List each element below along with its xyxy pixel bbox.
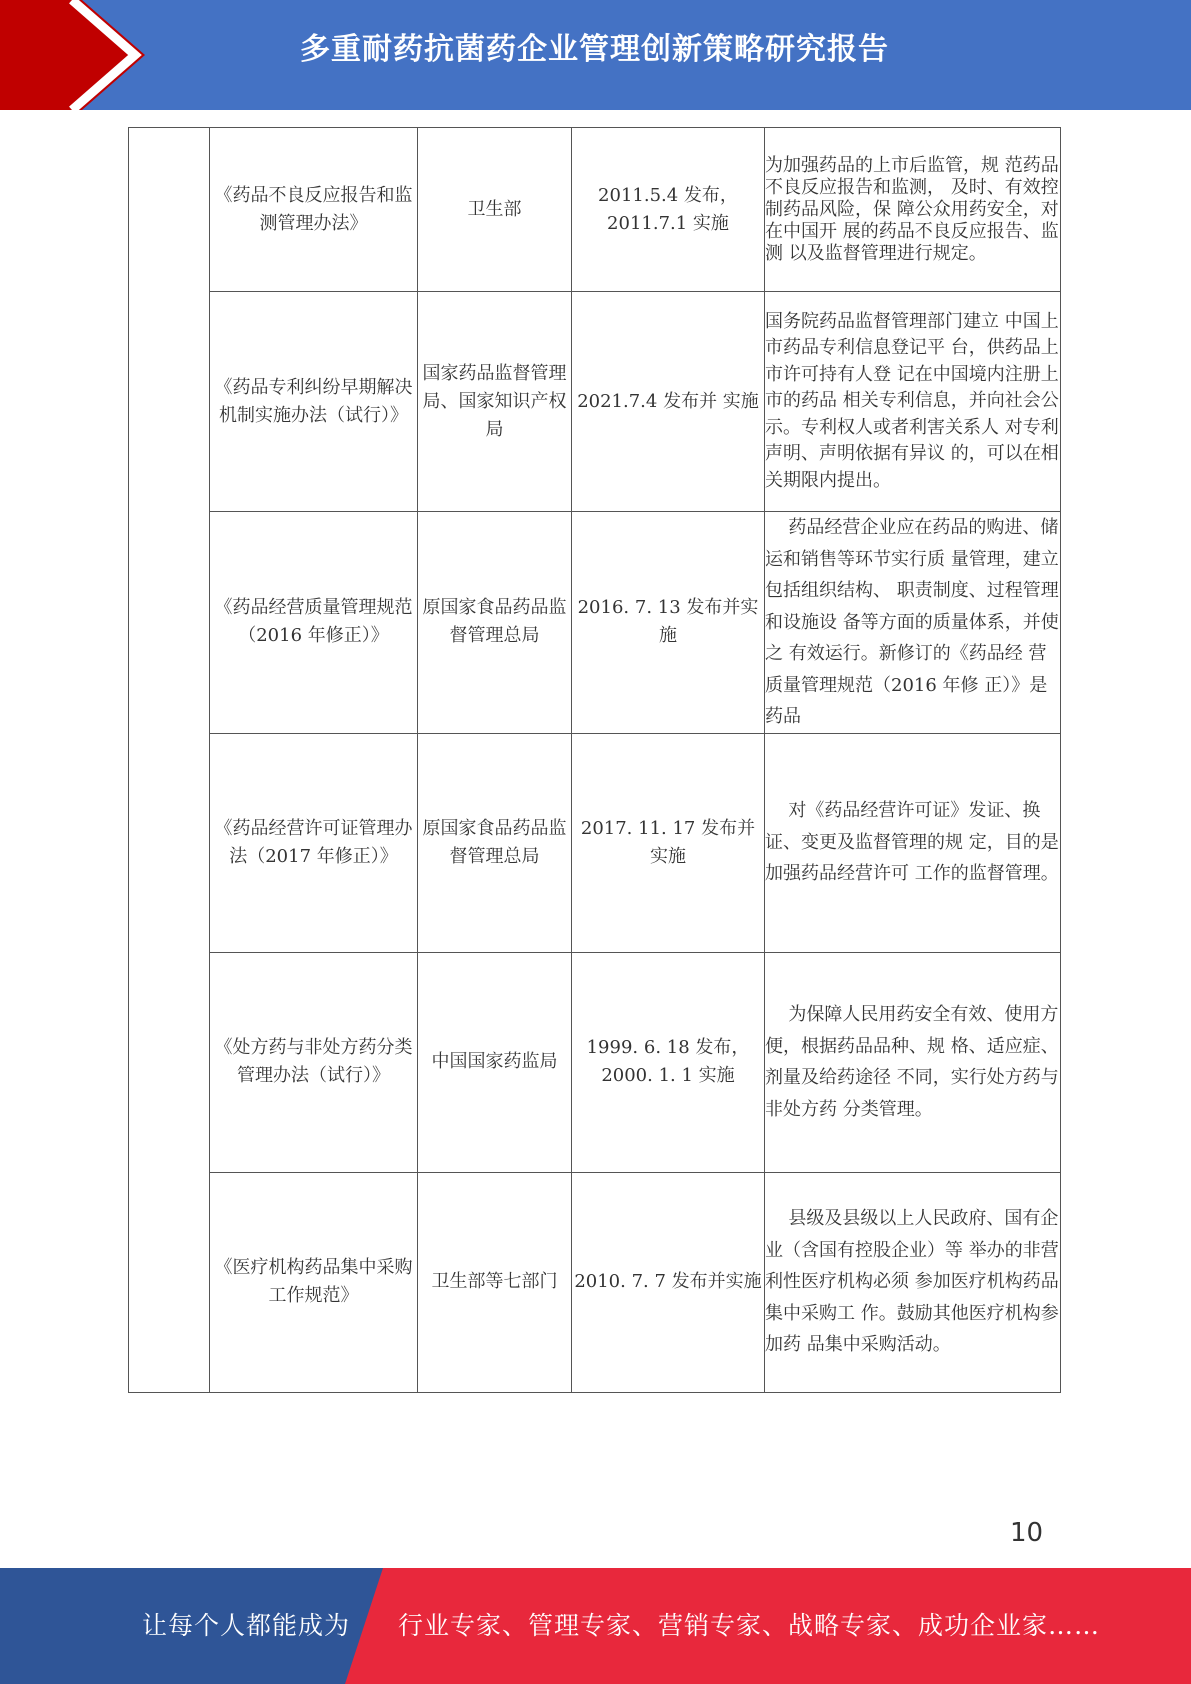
agency-cell	[418, 512, 572, 734]
footer-slogan-right: 行业专家、管理专家、营销专家、战略专家、成功企业家……	[398, 1611, 1101, 1640]
issue-date: 2017. 11. 17 发布并实施	[580, 817, 756, 867]
issuing-agency: 原国家食品药品监督管理总局	[422, 597, 567, 647]
description-cell	[765, 128, 1061, 292]
policy-name: 《医疗机构药品集中采购工作规范》	[214, 1257, 413, 1306]
policy-name-cell	[210, 128, 418, 292]
page-header	[0, 0, 1191, 110]
issuing-agency: 卫生部	[467, 198, 522, 220]
date-cell	[572, 952, 765, 1172]
policy-description: 药品经营企业应在药品的购进、储运和销售等环节实行质 量管理，建立包括组织结构、 职责制度、过程管理和设施设 备等方面的质量体系，并使之 有效运行。新修订的《药品经 营质量管理规范（2016 年修 正）》是药品	[765, 517, 1059, 727]
agency-cell	[418, 952, 572, 1172]
table-row	[129, 952, 1061, 1172]
policy-name-cell	[210, 952, 418, 1172]
policy-name: 《药品专利纠纷早期解决机制实施办法（试行）》	[214, 376, 413, 426]
footer-slogan-left: 让每个人都能成为	[142, 1611, 351, 1640]
issue-date: 2011.5.4 发布，2011.7.1 实施	[598, 184, 738, 234]
description-cell	[765, 733, 1061, 952]
issuing-agency: 中国国家药监局	[431, 1051, 558, 1072]
policy-description: 县级及县级以上人民政府、国有企业（含国有控股企业）等 举办的非营利性医疗机构必须 参加医疗机构药品集中采购工 作。鼓励其他医疗机构参加药 品集中采购活动。	[765, 1208, 1059, 1356]
header-red-chevron	[0, 0, 145, 110]
agency-cell	[418, 292, 572, 512]
policy-description: 对《药品经营许可证》发证、换证、变更及监督管理的规 定，目的是加强药品经营许可 工作的监督管理。	[765, 800, 1059, 885]
policy-name: 《药品经营许可证管理办法（2017 年修正）》	[214, 817, 413, 867]
date-cell	[572, 733, 765, 952]
table-row	[129, 128, 1061, 292]
policy-description: 为加强药品的上市后监管，规 范药品不良反应报告和监测， 及时、有效控制药品风险，保 障公众用药安全，对在中国开 展的药品不良反应报告、监测 以及监督管理进行规定。	[765, 154, 1059, 264]
policy-table	[128, 127, 1061, 1393]
policy-name-cell	[210, 292, 418, 512]
policy-description: 为保障人民用药安全有效、使用方便，根据药品品种、规 格、适应症、剂量及给药途径 不同，实行处方药与非处方药 分类管理。	[765, 1004, 1059, 1120]
header-arrow-decoration	[0, 0, 160, 110]
issuing-agency: 国家药品监督管理局、国家知识产权局	[422, 362, 567, 440]
date-cell	[572, 128, 765, 292]
agency-cell	[418, 733, 572, 952]
policy-name: 《处方药与非处方药分类管理办法（试行）》	[214, 1037, 413, 1086]
table-row	[129, 292, 1061, 512]
table-row	[129, 733, 1061, 952]
category-cell	[129, 128, 210, 1393]
report-title: 多重耐药抗菌药企业管理创新策略研究报告	[300, 32, 889, 67]
policy-name-cell	[210, 512, 418, 734]
policy-name-cell	[210, 733, 418, 952]
agency-cell	[418, 128, 572, 292]
policy-name: 《药品不良反应报告和监测管理办法》	[214, 184, 413, 234]
date-cell	[572, 1172, 765, 1392]
policy-name-cell	[210, 1172, 418, 1392]
agency-cell	[418, 1172, 572, 1392]
issue-date: 2010. 7. 7 发布并实施	[574, 1271, 762, 1292]
description-cell	[765, 292, 1061, 512]
description-cell	[765, 1172, 1061, 1392]
description-cell	[765, 952, 1061, 1172]
page-number: 10	[1010, 1518, 1044, 1548]
issuing-agency: 原国家食品药品监督管理总局	[422, 817, 567, 867]
date-cell	[572, 512, 765, 734]
policy-description: 国务院药品监督管理部门建立 中国上市药品专利信息登记平 台，供药品上市许可持有人登 记在中国境内注册上市的药品 相关专利信息，并向社会公 示。专利权人或者利害关系人 对专利声明、声明依据有异议 的，可以在相关期限内提出。	[765, 310, 1059, 491]
description-cell	[765, 512, 1061, 734]
table-row	[129, 1172, 1061, 1392]
table-row	[129, 512, 1061, 734]
page-footer	[0, 1568, 1191, 1684]
issue-date: 2021.7.4 发布并 实施	[577, 390, 759, 412]
issue-date: 2016. 7. 13 发布并实施	[577, 597, 759, 647]
issue-date: 1999. 6. 18 发布，2000. 1. 1 实施	[586, 1037, 750, 1086]
issuing-agency: 卫生部等七部门	[431, 1271, 558, 1292]
date-cell	[572, 292, 765, 512]
policy-name: 《药品经营质量管理规范（2016 年修正）》	[214, 597, 413, 647]
